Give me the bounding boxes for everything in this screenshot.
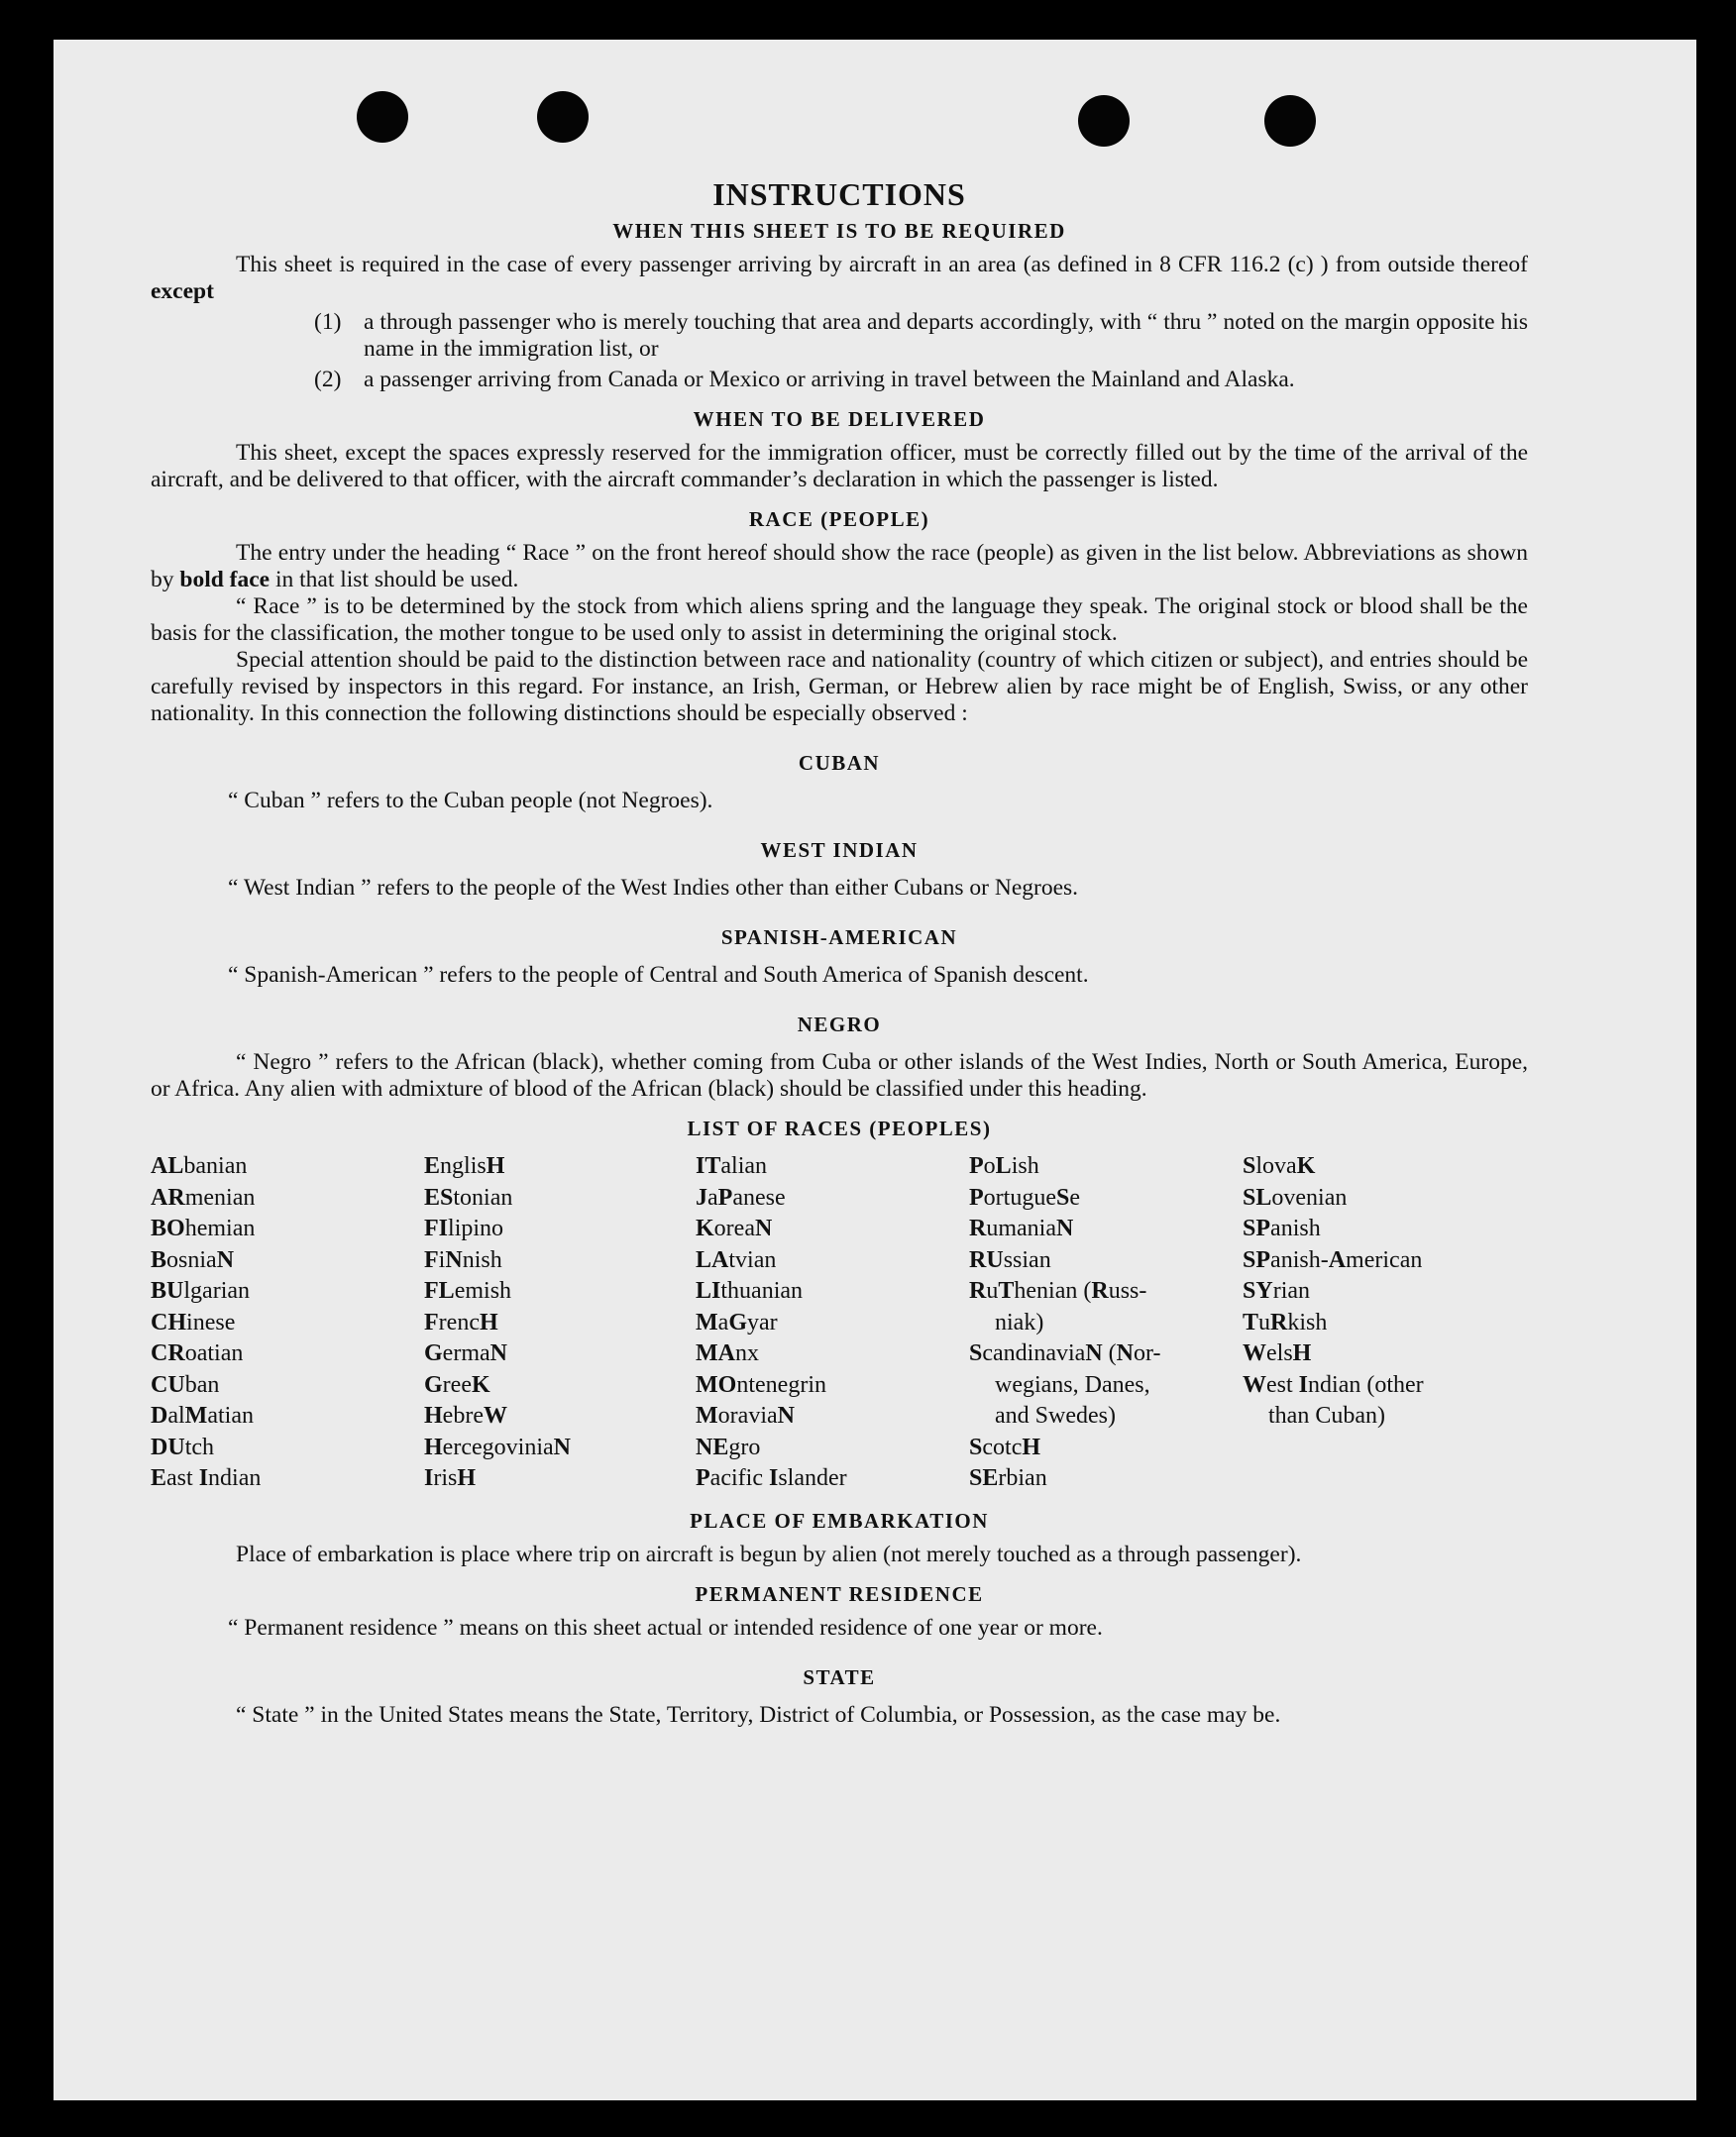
race-entry: East Indian (151, 1465, 262, 1491)
race-entry: RUssian (969, 1246, 1051, 1273)
race-entry: CUban (151, 1371, 220, 1398)
race-entry: MOntenegrin (696, 1371, 826, 1398)
race-entry: FIlipino (424, 1216, 504, 1241)
race-entry: LAtvian (696, 1246, 777, 1273)
race-entry: JaPanese (696, 1184, 786, 1211)
race-entry: GreeK (424, 1371, 490, 1398)
race-entry: LIthuanian (696, 1278, 804, 1304)
race-entry: FiNnish (424, 1246, 502, 1273)
heading-state: STATE (803, 1664, 876, 1689)
race-entry: HercegoviniaN (424, 1434, 571, 1460)
race-entry: EStonian (424, 1184, 513, 1211)
race-entry: PoLish (969, 1153, 1039, 1179)
race-entry: HebreW (424, 1403, 507, 1429)
races-column (969, 1151, 1243, 1495)
race-entry: FrencH (424, 1309, 498, 1336)
race-entry: PortugueSe (969, 1184, 1081, 1211)
race-entry: EnglisH (424, 1153, 505, 1179)
exception-item: (1) a through passenger who is merely touching that area and departs accordingly, with “ thru ” noted on the margin opposite his name in the immigration list, or (314, 309, 1528, 362)
heading-permanent-residence: PERMANENT RESIDENCE (695, 1581, 984, 1606)
race-entry: MoraviaN (696, 1403, 795, 1429)
race-entry: CRoatian (151, 1340, 244, 1366)
race-entry: ARmenian (151, 1184, 256, 1211)
races-list (151, 1151, 1528, 1495)
race-entry: RuThenian (Russ- niak) (969, 1278, 1147, 1336)
cuban-text: “ Cuban ” refers to the Cuban people (not Negroes). (228, 788, 713, 813)
exception-item: (2) a passenger arriving from Canada or Mexico or arriving in travel between the Mainland and Alaska. (314, 367, 1295, 392)
race-entry: DUtch (151, 1434, 215, 1460)
races-column (696, 1151, 969, 1495)
race-entry: RumaniaN (969, 1216, 1074, 1241)
race-entry: SErbian (969, 1465, 1047, 1491)
race-entry: DalMatian (151, 1403, 254, 1429)
instructions-content (151, 129, 1528, 1729)
heading-when-delivered: WHEN TO BE DELIVERED (693, 407, 986, 431)
race-entry: BUlgarian (151, 1278, 251, 1304)
race-entry: SLovenian (1243, 1184, 1348, 1211)
races-column (151, 1151, 424, 1495)
race-entry: SYrian (1243, 1278, 1311, 1304)
race-entry: MAnx (696, 1340, 759, 1366)
race-entry: GermaN (424, 1340, 507, 1366)
race-entry: TuRkish (1243, 1309, 1328, 1336)
when-required-intro: This sheet is required in the case of every passenger arriving by aircraft in an area (as defined in 8 CFR 116.2 (c) ) from outside thereof except (151, 252, 1528, 304)
race-entry: ITalian (696, 1153, 768, 1179)
race-entry: ScandinaviaN (Nor- wegians, Danes, and Swedes) (969, 1340, 1161, 1429)
race-entry: SPanish-American (1243, 1246, 1423, 1273)
race-entry: West Indian (other than Cuban) (1243, 1371, 1424, 1429)
race-entry: FLemish (424, 1278, 512, 1304)
heading-race: RACE (PEOPLE) (748, 507, 930, 531)
race-entry: SlovaK (1243, 1153, 1316, 1179)
heading-spanish-american: SPANISH-AMERICAN (720, 925, 958, 949)
races-column (1243, 1151, 1528, 1495)
race-entry: IrisH (424, 1465, 477, 1491)
embarkation-text: Place of embarkation is place where trip on aircraft is begun by alien (not merely touched as a through passenger). (236, 1541, 1302, 1567)
race-entry: BosniaN (151, 1246, 235, 1273)
race-paragraph-1: The entry under the heading “ Race ” on the front hereof should show the race (people) as given in the list below. Abbreviations as shown by bold face in that list should be used. (151, 540, 1528, 592)
heading-cuban: CUBAN (798, 751, 881, 775)
when-delivered-text: This sheet, except the spaces expressly reserved for the immigration officer, must be correctly filled out by the time of the arrival of the aircraft, and be delivered to that officer, with the aircraft commander’s declaration in which the passenger is listed. (151, 440, 1528, 492)
heading-embarkation: PLACE OF EMBARKATION (690, 1508, 989, 1533)
race-entry: WelsH (1243, 1340, 1312, 1366)
race-entry: SPanish (1243, 1216, 1321, 1241)
negro-text: “ Negro ” refers to the African (black), whether coming from Cuba or other islands of the West Indies, North or South America, Europe, or Africa. Any alien with admixture of blood of the African (black) should be classified under this heading. (151, 1049, 1528, 1102)
races-column (424, 1151, 696, 1495)
spanish-american-text: “ Spanish-American ” refers to the people of Central and South America of Spanish descent. (228, 962, 1089, 988)
heading-negro: NEGRO (797, 1013, 882, 1036)
race-entry: ALbanian (151, 1153, 248, 1179)
state-text: “ State ” in the United States means the State, Territory, District of Columbia, or Possession, as the case may be. (236, 1701, 1281, 1728)
race-paragraph-2: “ Race ” is to be determined by the stock from which aliens spring and the language they speak. The original stock or blood shall be the basis for the classification, the mother tongue to be used only to assist in determining the original stock. (151, 593, 1528, 646)
race-paragraph-3: Special attention should be paid to the distinction between race and nationality (country of which citizen or subject), and entries should be carefully revised by inspectors in this regard. For instance, an Irish, German, or Hebrew alien by race might be of English, Swiss, or any other nationality. In this connection the following distinctions should be especially observed : (151, 647, 1528, 726)
heading-when-required: WHEN THIS SHEET IS TO BE REQUIRED (612, 219, 1066, 243)
race-entry: NEgro (696, 1434, 761, 1460)
heading-list-of-races: LIST OF RACES (PEOPLES) (687, 1117, 992, 1140)
race-entry: CHinese (151, 1309, 236, 1336)
race-entry: KoreaN (696, 1216, 773, 1241)
west-indian-text: “ West Indian ” refers to the people of the West Indies other than either Cubans or Negroes. (228, 875, 1079, 901)
race-entry: Pacific Islander (696, 1465, 847, 1491)
race-entry: ScotcH (969, 1434, 1041, 1460)
race-entry: BOhemian (151, 1216, 256, 1241)
race-entry: MaGyar (696, 1309, 778, 1336)
permanent-residence-text: “ Permanent residence ” means on this sheet actual or intended residence of one year or more. (228, 1614, 1103, 1641)
page-title: INSTRUCTIONS (712, 176, 966, 212)
heading-west-indian: WEST INDIAN (760, 838, 919, 862)
